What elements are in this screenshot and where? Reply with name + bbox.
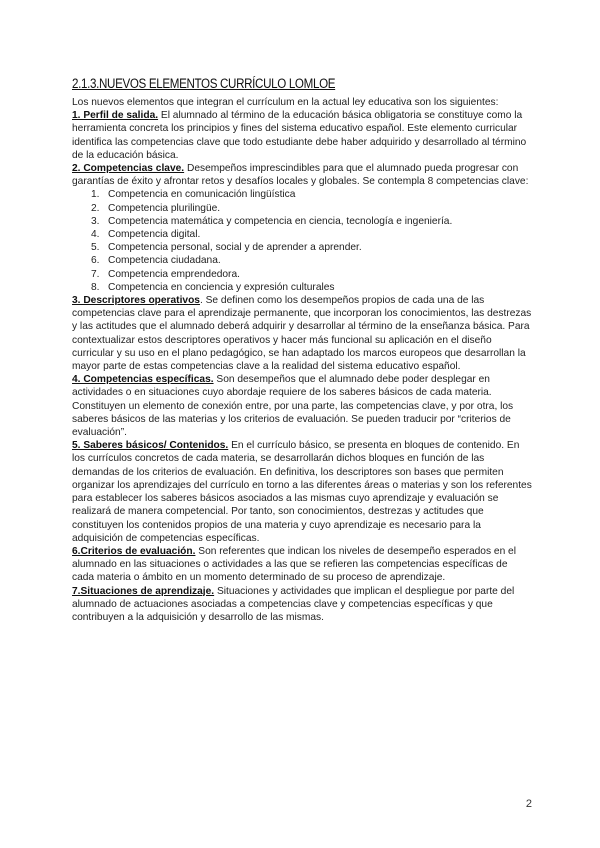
- list-item: [91, 281, 532, 294]
- intro-paragraph: Los nuevos elementos que integran el currículum en la actual ley educativa son los siguientes:: [72, 97, 499, 108]
- section-competencias-especificas: [72, 373, 532, 439]
- list-item-label: Competencia ciudadana.: [108, 255, 221, 267]
- list-item-number: 3.: [91, 215, 100, 227]
- list-item: [91, 188, 532, 201]
- section-title: 2.1.3.NUEVOS ELEMENTOS CURRÍCULO LOMLOE: [72, 76, 336, 91]
- list-item-number: 8.: [91, 281, 100, 293]
- list-item: [91, 228, 532, 241]
- section-text: Situaciones y actividades que implican el despliegue por parte del alumnado de actuaciones asociadas a competencias clave y competencias específicas y que contribuyen a la adquisición y desarrollo de las mismas.: [72, 585, 515, 623]
- section-heading: 1. Perfil de salida.: [72, 110, 159, 122]
- list-item-number: 2.: [91, 202, 100, 214]
- section-text: . Se definen como los desempeños propios de cada una de las competencias clave para el aprendizaje permanente, que incorporan los conocimientos, las destrezas y las actitudes que el alumnado deberá adquirir y desarrollar al término de la enseñanza básica. Para contextualizar estos descriptores operativos y hacer más funcional su aplicación en el diseño curricular y su uso en el plano pedagógico, se han adaptado los marcos europeos que desarrollan la mayor parte de estas competencias clave a la realidad del sistema educativo español.: [72, 295, 532, 373]
- list-item-label: Competencia plurilingüe.: [108, 202, 221, 214]
- section-descriptores-operativos: [72, 294, 532, 373]
- section-competencias-clave: [72, 162, 532, 188]
- section-heading: 3. Descriptores operativos: [72, 295, 200, 307]
- list-item-number: 4.: [91, 229, 100, 241]
- list-item: [91, 268, 532, 281]
- section-heading: 4. Competencias específicas.: [72, 374, 214, 386]
- section-text: Son desempeños que el alumnado debe poder desplegar en actividades o en situaciones cuyo abordaje requiere de los saberes básicos de cada materia. Constituyen un elemento de conexión entre, por una parte, las competencias clave, y por otra, los saberes básicos de las materias y los criterios de evaluación. Se pueden traducir por “criterios de evaluación”.: [72, 374, 514, 439]
- section-situaciones-aprendizaje: [72, 585, 532, 625]
- section-heading: 7.Situaciones de aprendizaje.: [72, 585, 215, 597]
- section-perfil-salida: [72, 109, 532, 162]
- section-heading: 5. Saberes básicos/ Contenidos.: [72, 440, 229, 452]
- list-item: [91, 202, 532, 215]
- list-item-number: 5.: [91, 242, 100, 254]
- competencias-list: [72, 188, 532, 294]
- list-item-number: 7.: [91, 268, 100, 280]
- section-heading: 2. Competencias clave.: [72, 163, 185, 175]
- section-text: En el currículo básico, se presenta en bloques de contenido. En los currículos concretos de cada materia, se desarrollarán dichos bloques en función de las demandas de los criterios de evaluación. En definitiva, los descriptores son bases que permiten organizar los aprendizajes del currículo en torno a las diferentes áreas o materias y son los referentes para establecer los saberes básicos asociados a las mismas cuyo aprendizaje y evaluación se realizará de manera competencial. Por tanto, son conocimientos, destrezas y actitudes que constituyen los contenidos propios de una materia y cuyo aprendizaje es necesario para la adquisición de competencias específicas.: [72, 440, 532, 544]
- section-text: Son referentes que indican los niveles de desempeño esperados en el alumnado en las situaciones o actividades a las que se refieren las competencias específicas de cada materia o ámbito en un momento determinado de su proceso de aprendizaje.: [72, 545, 516, 584]
- list-item-label: Competencia en comunicación lingüística: [108, 189, 296, 201]
- section-criterios-evaluacion: [72, 545, 532, 585]
- list-item-number: 6.: [91, 255, 100, 267]
- list-item-label: Competencia en conciencia y expresión culturales: [108, 281, 335, 293]
- list-item: [91, 241, 532, 254]
- list-item-label: Competencia matemática y competencia en ciencia, tecnología e ingeniería.: [108, 215, 453, 227]
- list-item-number: 1.: [91, 189, 100, 201]
- list-item-label: Competencia digital.: [108, 229, 201, 241]
- list-item: [91, 215, 532, 228]
- list-item-label: Competencia emprendedora.: [108, 268, 240, 280]
- page-number: 2: [525, 798, 532, 810]
- list-item-label: Competencia personal, social y de aprender a aprender.: [108, 242, 362, 254]
- section-text: Desempeños imprescindibles para que el alumnado pueda progresar con garantías de éxito y afrontar retos y desafíos locales y globales. Se contempla 8 competencias clave:: [72, 163, 529, 188]
- section-heading: 6.Criterios de evaluación.: [72, 545, 196, 557]
- section-text: El alumnado al término de la educación básica obligatoria se constituye como la herramienta concreta los principios y fines del sistema educativo español. Este elemento curricular identifica las competencias clave que todo estudiante debe haber adquirido y desarrollado al término de la educación básica.: [72, 110, 527, 161]
- page-content: [72, 76, 532, 624]
- list-item: [91, 254, 532, 267]
- section-saberes-basicos: [72, 439, 532, 545]
